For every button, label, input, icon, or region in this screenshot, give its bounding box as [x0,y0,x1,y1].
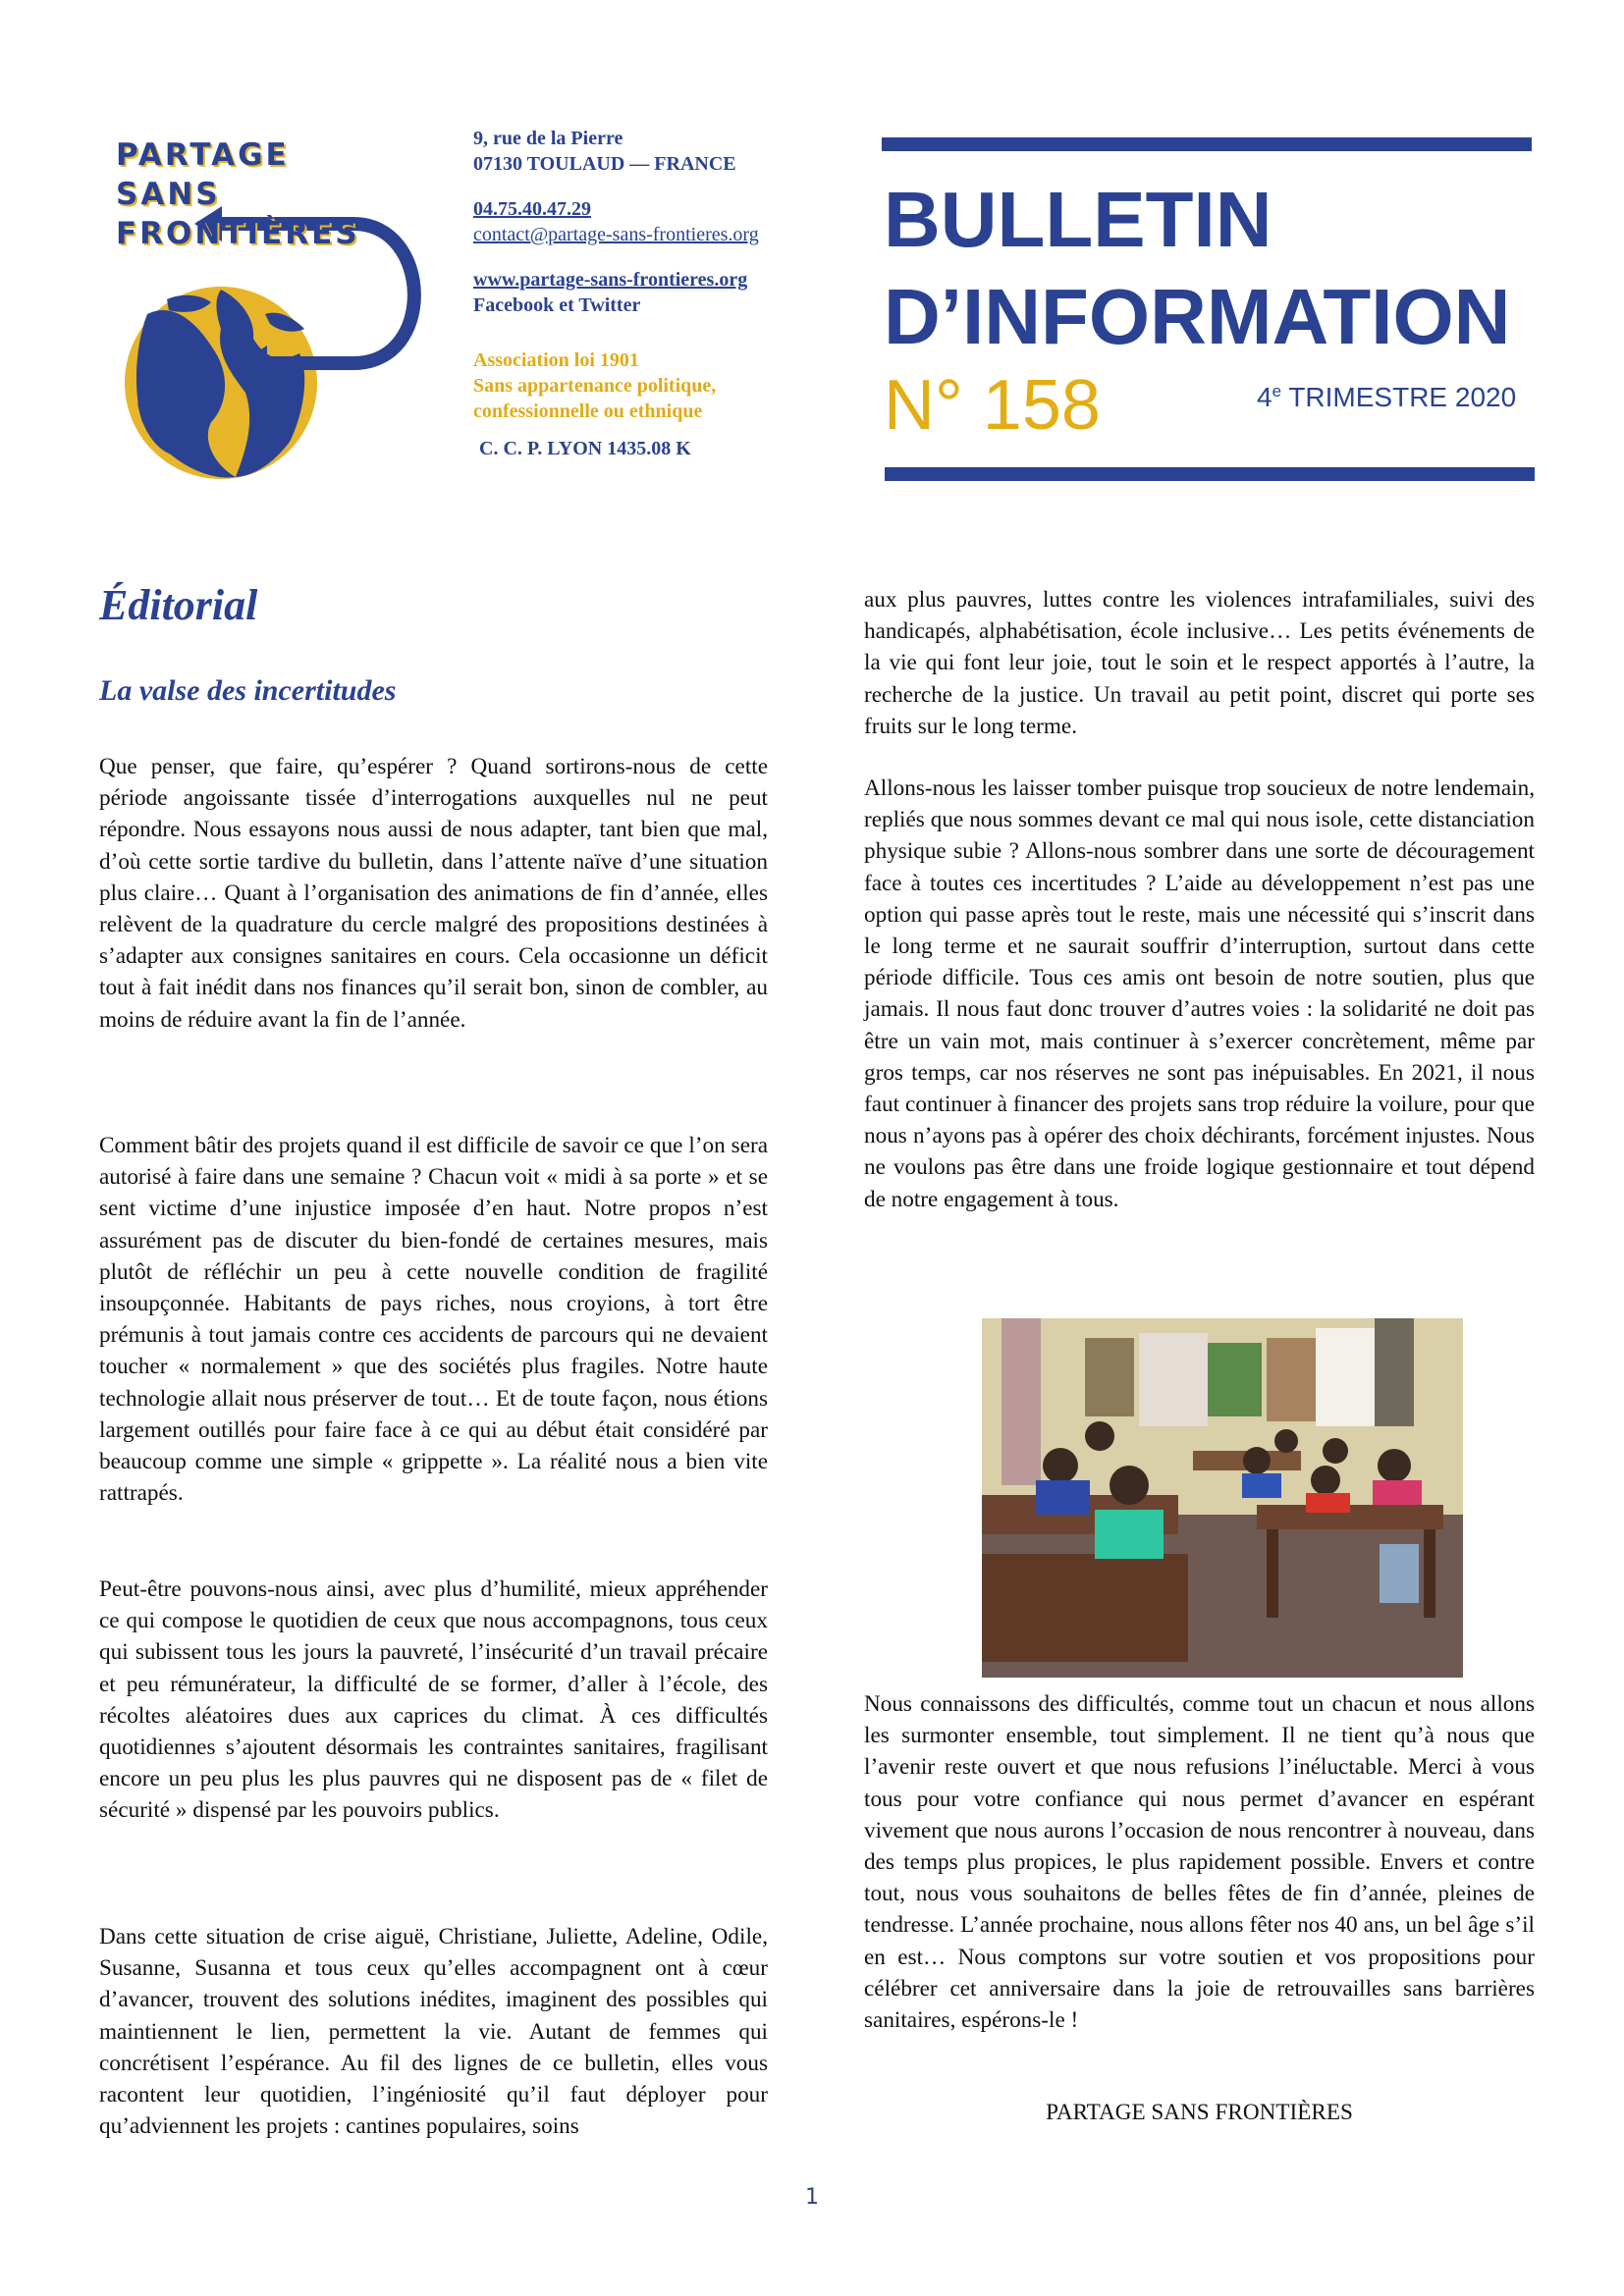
paragraph-left-4: Dans cette situation de crise aiguë, Christiane, Juliette, Adeline, Odile, Susanne, Susanna et tous ceux qu’elles accompagnent ont à cœur d’avancer, trouvent des solutions inédites, imaginent des possibles qui maintiennent le lien, permettent la vie. Autant de femmes qui concrétisent l’espérance. Au fil des lignes de ce bulletin, elles vous racontent leur quotidien, l’ingéniosité qu’il faut déployer pour qu’adviennent les projets : cantines populaires, soins [99,1924,768,2140]
ccp-account: C. C. P. LYON 1435.08 K [479,438,691,459]
paragraph-left-3: Peut-être pouvons-nous ainsi, avec plus d’humilité, mieux appréhender ce qui compose le quotidien de ceux que nous accompagnons, tous ceux qui subissent tous les jours la pauvreté, l’insécurité d’un travail précaire et peu rémunérateur, la difficulté de se former, d’aller à l’école, des récoltes aléatoires dues aux caprices du climat. À ces difficultés quotidiennes s’ajoutent désormais les contraintes sanitaires, fragilisant encore un peu plus les plus pauvres qui ne disposent pas de « filet de sécurité » dispensé par les pouvoirs publics. [99,1576,768,1824]
website-link[interactable]: www.partage-sans-frontieres.org [473,269,748,291]
quarter-label [1257,375,1516,414]
association-line-3: confessionnelle ou ethnique [473,400,703,422]
quarter-text: TRIMESTRE 2020 [1288,382,1517,412]
article-title: La valse des incertitudes [99,674,397,707]
logo-wordmark [116,135,360,253]
association-line-2: Sans appartenance politique, [473,375,717,397]
logo-line-1: PARTAGE [116,137,290,173]
logo-line-3: FRONTIÈRES [116,216,360,251]
contact-block [473,126,827,461]
address-line-1: 9, rue de la Pierre [473,128,623,149]
address-line-2: 07130 TOULAUD — FRANCE [473,153,736,175]
issue-number: N° 158 [884,366,1101,445]
paragraph-left-2: Comment bâtir des projets quand il est difficile de savoir ce que l’on sera autorisé à faire dans une semaine ? Chacun voit « midi à sa porte » et se sent victime d’une injustice imposée d’en haut. Notre propos n’est assurément pas de discuter du bien-fondé de certaines mesures, mais plutôt de réfléchir un peu à cette nouvelle condition de fragilité insoupçonnée. Habitants de pays riches, nous croyions, à tort être prémunis à tout jamais contre ces accidents de parcours qui ne devaient toucher « normalement » que des sociétés plus fragiles. Notre haute technologie allait nous préserver de tout… Et de toute façon, nous étions largement outillés pour faire face à ce qui au début était considéré par beaucoup comme une simple « grippette ». La réalité nous a bien vite rattrapés. [99,1133,768,1507]
phone-link[interactable]: 04.75.40.47.29 [473,198,591,220]
section-heading: Éditorial [99,581,258,629]
signature: PARTAGE SANS FRONTIÈRES [1046,2100,1353,2125]
paragraph-right-2: Allons-nous les laisser tomber puisque trop soucieux de notre lendemain, repliés que nous sommes devant ce mal qui nous isole, cette distanciation physique subie ? Allons-nous sombrer dans une sorte de découragement face à toutes ces incertitudes ? L’aide au développement n’est pas une option qui passe après tout le reste, mais une nécessité qui s’inscrit dans le long terme et ne saurait souffrir d’interruption, surtout dans cette période difficile. Tous ces amis ont besoin de notre soutien, plus que jamais. Il nous faut donc trouver d’autres voies : la solidarité ne doit pas être un vain mot, mais continuer à s’exercer concrètement, même par gros temps, car nos réserves ne sont pas inépuisables. En 2021, il nous faut continuer à financer des projets sans trop réduire la voilure, pour que nous n’ayons pas à opérer des choix déchirants, forcément injustes. Nous ne voulons pas être dans une froide logique gestionnaire et tout dépend de notre engagement à tous. [864,775,1535,1212]
paragraph-left-1: Que penser, que faire, qu’espérer ? Quand sortirons-nous de cette période angoissante tissée d’interrogations auxquelles nul ne peut répondre. Nous essayons nous aussi de nous adapter, tant bien que mal, d’où cette sortie tardive du bulletin, dans l’attente naïve d’une situation plus claire… Quant à l’organisation des animations de fin d’année, elles relèvent de la quadrature du cercle malgré des propositions destinées à s’adapter aux consignes sanitaires en cours. Cela occasionne un déficit tout à fait inédit dans nos finances qu’il serait bon, sinon de combler, au moins de réduire avant la fin de l’année. [99,754,768,1033]
masthead [882,137,1542,486]
paragraph-right-3: Nous connaissons des difficultés, comme tout un chacun et nous allons les surmonter ensemble, tout simplement. Il ne tient qu’à nous que l’avenir reste ouvert et que nous refusions l’inéluctable. Merci à vous tous pour votre confiance qui nous permet d’avancer en espérant vivement que nous aurons l’occasion de nous rencontrer à nouveau, dans des temps plus propices, le plus rapidement possible. Envers et contre tout, nous vous souhaitons de belles fêtes de fin d’année, pleines de tendresse. L’année prochaine, nous allons fêter nos 40 ans, un bel âge s’il en est… Nous comptons sur votre soutien et vos propositions pour célébrer cet anniversaire dans la joie de retrouvailles sans barrières sanitaires, espérons-le ! [864,1691,1535,2034]
email-link[interactable]: contact@partage-sans-frontieres.org [473,224,759,245]
social-text: Facebook et Twitter [473,294,641,316]
association-line-1: Association loi 1901 [473,349,639,371]
classroom-photo-graphic [982,1318,1463,1678]
masthead-title-line-2: D’INFORMATION [884,273,1511,360]
logo-line-2: SANS [116,177,221,212]
organization-logo [108,128,452,481]
classroom-photo [982,1318,1463,1678]
page-number: 1 [805,2185,819,2210]
masthead-bottom-rule [885,467,1535,481]
paragraph-right-1: aux plus pauvres, luttes contre les violences intrafamiliales, suivi des handicapés, alphabétisation, école inclusive… Les petits événements de la vie qui font leur joie, tout le soin et le respect apportés à l’autre, la recherche de la justice. Un travail au petit point, discret qui porte ses fruits sur le long terme. [864,587,1535,739]
quarter-suffix: e [1272,382,1282,400]
quarter-number: 4 [1257,382,1272,412]
masthead-top-rule [882,137,1532,151]
masthead-title-line-1: BULLETIN [884,176,1272,263]
